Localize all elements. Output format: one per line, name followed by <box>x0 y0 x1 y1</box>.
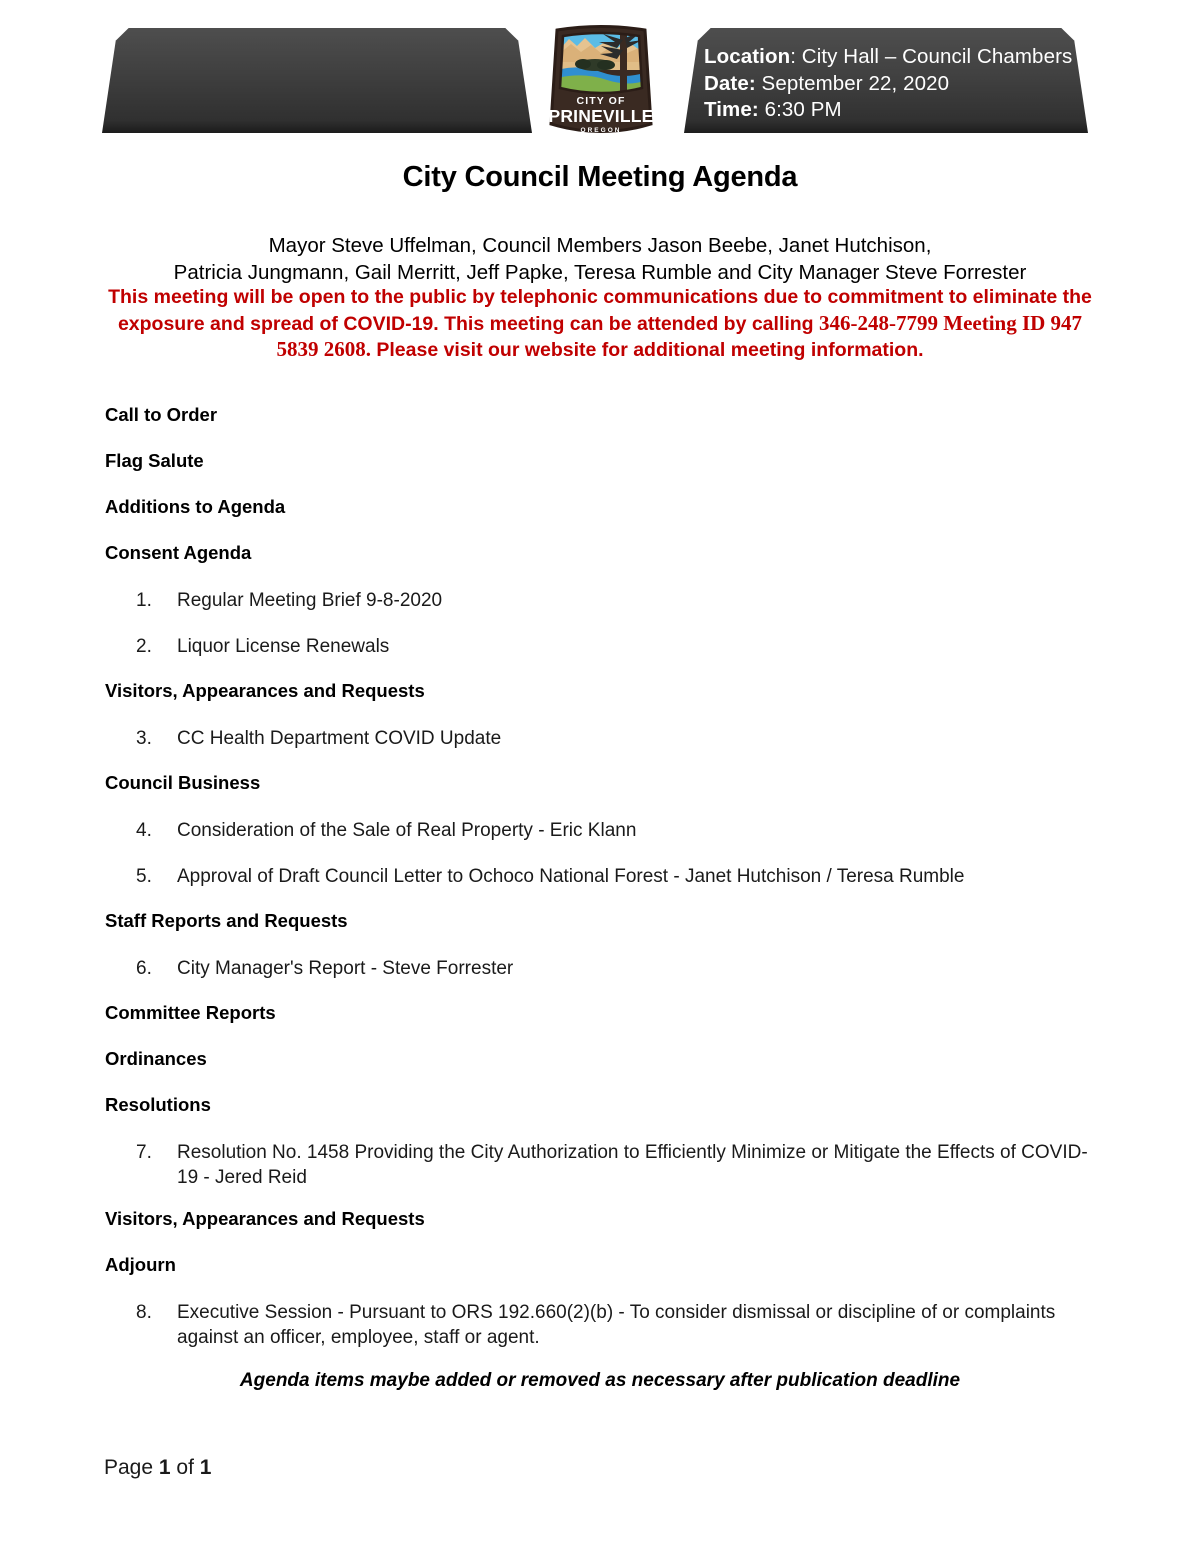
agenda-disclaimer-note: Agenda items maybe added or removed as necessary after publication deadline <box>239 1370 961 1391</box>
agenda-item-text: Resolution No. 1458 Providing the City Authorization to Efficiently Minimize or Mitigate the Effects of COVID-19 - Jered Reid <box>177 1142 1088 1188</box>
agenda-item-text: Liquor License Renewals <box>177 636 390 657</box>
agenda-section-heading: Visitors, Appearances and Requests <box>105 1208 425 1229</box>
logo-line-city-of: CITY OF <box>576 95 626 107</box>
agenda-numbered-item <box>105 956 1100 1002</box>
agenda-item-text: City Manager's Report - Steve Forrester <box>177 958 514 979</box>
header-left-banner <box>102 28 532 133</box>
agenda-item-text: Approval of Draft Council Letter to Ochoco National Forest - Janet Hutchison / Teresa Rumble <box>177 866 965 887</box>
agenda-item-number: 6. <box>136 958 152 979</box>
agenda-section-heading: Council Business <box>105 772 261 793</box>
meeting-location-row <box>704 44 1104 71</box>
meeting-date-row <box>704 71 1104 98</box>
location-label: Location <box>704 45 791 68</box>
time-value: 6:30 PM <box>758 98 842 121</box>
agenda-numbered-item <box>105 1300 1100 1368</box>
agenda-item-text: Consideration of the Sale of Real Property - Eric Klann <box>177 820 637 841</box>
agenda-item-text: Executive Session - Pursuant to ORS 192.660(2)(b) - To consider dismissal or discipline of or complaints against an officer, employee, staff or agent. <box>177 1302 1056 1348</box>
page-number-footer <box>104 1456 211 1480</box>
date-value: September 22, 2020 <box>755 71 950 95</box>
city-of-prineville-logo <box>543 20 659 142</box>
logo-line-prineville: PRINEVILLE <box>548 106 654 126</box>
agenda-numbered-item <box>105 726 1100 772</box>
covid-notice-part-2: Please visit our website for additional meeting information. <box>370 339 924 361</box>
agenda-section-heading: Resolutions <box>105 1094 211 1115</box>
agenda-section-heading: Consent Agenda <box>105 542 252 563</box>
agenda-section-heading: Ordinances <box>105 1048 207 1069</box>
page-current: 1 <box>158 1456 171 1479</box>
page-title: City Council Meeting Agenda <box>402 161 798 193</box>
agenda-item-text: CC Health Department COVID Update <box>177 728 502 749</box>
agenda-item-number: 5. <box>136 866 152 887</box>
agenda-section-heading: Adjourn <box>105 1254 176 1275</box>
attendees-block <box>100 232 1100 286</box>
page-total: 1 <box>199 1456 212 1479</box>
agenda-section-heading: Committee Reports <box>105 1002 276 1023</box>
time-label: Time: <box>704 98 759 121</box>
agenda-numbered-item <box>105 818 1100 864</box>
page-prefix: Page <box>104 1456 159 1479</box>
logo-badge-icon <box>543 20 659 142</box>
agenda-section-heading: Staff Reports and Requests <box>105 910 348 931</box>
agenda-item-number: 1. <box>136 590 152 611</box>
agenda-item-number: 2. <box>136 636 152 657</box>
meeting-time-row <box>704 97 1104 124</box>
agenda-numbered-item <box>105 1140 1100 1208</box>
agenda-section-heading: Flag Salute <box>105 450 204 471</box>
logo-line-oregon: OREGON <box>580 127 622 134</box>
agenda-numbered-item <box>105 864 1100 910</box>
attendees-line-1: Mayor Steve Uffelman, Council Members Jason Beebe, Janet Hutchison, <box>268 234 932 257</box>
page-middle: of <box>170 1456 200 1479</box>
agenda-item-number: 4. <box>136 820 152 841</box>
agenda-section-heading: Visitors, Appearances and Requests <box>105 680 425 701</box>
agenda-section-heading: Call to Order <box>105 404 218 425</box>
covid-notice <box>96 285 1104 364</box>
document-header <box>0 0 1200 150</box>
agenda-list <box>105 404 1100 1368</box>
agenda-numbered-item <box>105 634 1100 680</box>
attendees-line-2: Patricia Jungmann, Gail Merritt, Jeff Papke, Teresa Rumble and City Manager Steve Forrester <box>173 261 1027 284</box>
agenda-item-number: 8. <box>136 1302 152 1323</box>
location-value: : City Hall – Council Chambers <box>790 45 1073 68</box>
covid-notice-part-1: This meeting will be open to the public by telephonic communications due to commitment to eliminate the exposure and spread of COVID-19. This meeting can be attended by calling <box>108 286 1092 335</box>
date-label: Date: <box>704 71 756 95</box>
agenda-numbered-item <box>105 588 1100 634</box>
covid-notice-phone-and-id: 346-248-7799 Meeting ID 947 5839 2608. <box>276 310 1083 361</box>
agenda-item-text: Regular Meeting Brief 9-8-2020 <box>177 590 443 611</box>
agenda-section-heading: Additions to Agenda <box>105 496 286 517</box>
header-info-text <box>704 44 1104 124</box>
agenda-item-number: 3. <box>136 728 152 749</box>
agenda-item-number: 7. <box>136 1142 152 1163</box>
